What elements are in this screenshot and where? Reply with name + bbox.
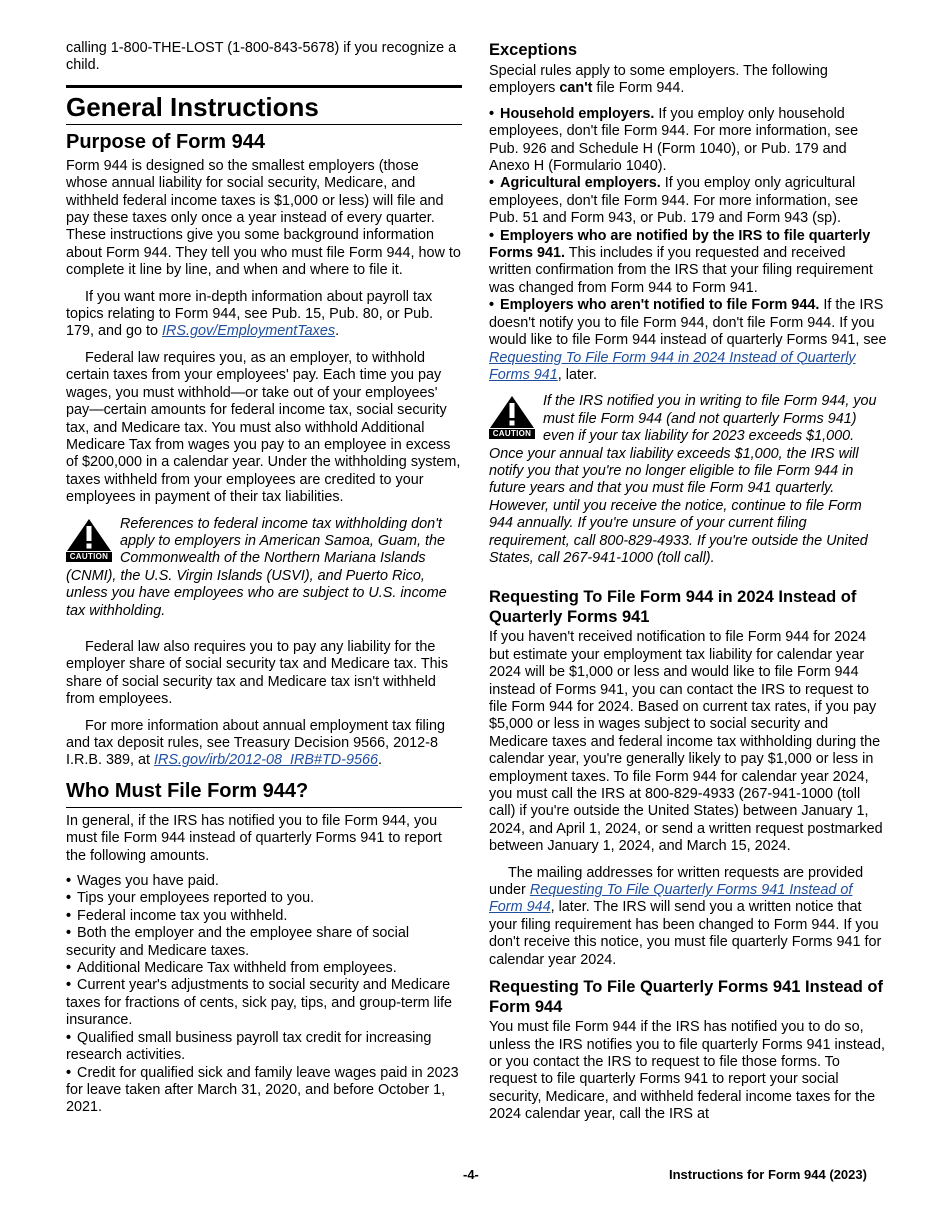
caution-triangle-icon [489, 395, 537, 439]
employment-taxes-link[interactable]: IRS.gov/EmploymentTaxes [162, 323, 336, 340]
requesting-941-link[interactable]: Requesting To File Quarterly Forms 941 Instead of Form 944 [489, 882, 853, 916]
caution-triangle-icon [66, 518, 114, 562]
left-column [66, 40, 462, 1117]
list-item: • Federal income tax you withheld. [66, 908, 462, 925]
caution-note-left [66, 516, 462, 620]
caution-label: CAUTION [66, 552, 112, 562]
requesting-941-paragraph-1: You must file Form 944 if the IRS has notified you to do so, unless the IRS notifies you to file quarterly Forms 941 instead, or you contact the IRS to request to file those forms. To request to file quarterly Forms 941 to report your social security, Medicare, and withheld federal income taxes for the 2024 calendar year, call the IRS at [489, 1019, 885, 1123]
caution-label: CAUTION [489, 429, 535, 439]
list-item: • Household employers. If you employ only household employees, don't file Form 944. For more information, see Pub. 926 and Schedule H (Form 1040), or Pub. 179 and Anexo H (Formulario 1040). [489, 106, 887, 176]
caution-note-right [489, 393, 887, 567]
requesting-944-link[interactable]: Requesting To File Form 944 in 2024 Instead of Quarterly Forms 941 [489, 349, 856, 383]
caution-text-right: If the IRS notified you in writing to file Form 944, you must file Form 944 (and not quarterly Forms 941) even if your tax liability for 2023 exceeds $1,000. Once your annual tax liability exceeds $1,000, the IRS will notify you that you're no longer eligible to file Form 944 in future years and that you must file Form 941 quarterly. However, until you receive the notice, continue to file Form 944 annually. If you're unsure of your current filing requirement, call 800-829-4933. If you're outside the United States, call 267-941-1000 (toll call). [489, 393, 877, 566]
list-item: • Tips your employees reported to you. [66, 890, 462, 907]
list-item: • Employers who aren't notified to file Form 944. If the IRS doesn't notify you to file Form 944, don't file Form 944. If you would like to file Form 944 instead of quarterly Forms 941, see Requesting To File Form 944 in 2024 Instead of Quarterly Forms 941, later. [489, 297, 887, 384]
requesting-941-heading: Requesting To File Quarterly Forms 941 Instead of Form 944 [489, 978, 883, 1017]
exceptions-paragraph: Special rules apply to some employers. The following employers can't file Form 944. [489, 63, 828, 97]
list-item: • Current year's adjustments to social security and Medicare taxes for fractions of cents, sick pay, tips, and group-term life insurance. [66, 977, 462, 1029]
list-item: • Wages you have paid. [66, 873, 462, 890]
page-number: -4- [463, 1167, 479, 1182]
requesting-944-paragraph-2: The mailing addresses for written requests are provided under Requesting To File Quarterly Forms 941 Instead of Form 944, later. The IRS will send you a written notice that your filing requirement has been changed to Form 944. If you don't receive this notice, you must file quarterly Forms 941 for calendar year 2024. [489, 864, 882, 968]
intro-text: calling 1-800-THE-LOST (1-800-843-5678) if you recognize a child. [66, 40, 457, 74]
purpose-heading: Purpose of Form 944 [66, 130, 265, 153]
list-item: • Agricultural employers. If you employ only agricultural employees, don't file Form 944. For more information, see Pub. 51 and Form 943, or Pub. 179 and Form 943 (sp). [489, 175, 887, 227]
who-must-file-heading: Who Must File Form 944? [66, 778, 462, 808]
list-item: • Additional Medicare Tax withheld from employees. [66, 960, 462, 977]
list-item: • Both the employer and the employee share of social security and Medicare taxes. [66, 925, 462, 960]
purpose-paragraph-2: If you want more in-depth information about payroll tax topics relating to Form 944, see Pub. 15, Pub. 80, or Pub. 179, and go to IRS.gov/EmploymentTaxes. [66, 288, 434, 340]
general-instructions-heading: General Instructions [66, 85, 462, 125]
who-paragraph-1: In general, if the IRS has notified you to file Form 944, you must file Form 944 instead of quarterly Forms 941 to report the following amounts. [66, 812, 442, 864]
purpose-paragraph-1: Form 944 is designed so the smallest employers (those whose annual liability for social security, Medicare, and withheld federal income taxes is $1,000 or less) will file and pay these taxes only once a year instead of every quarter. These instructions give you some background information about Form 944. They tell you who must file Form 944, how to complete it line by line, and when and where to file it. [66, 157, 461, 279]
who-bullet-list [66, 873, 462, 1117]
list-item: • Qualified small business payroll tax credit for increasing research activities. [66, 1030, 462, 1065]
purpose-paragraph-3: Federal law requires you, as an employer, to withhold certain taxes from your employees' pay. Each time you pay wages, you must withhold—or take out of your employees' pay—certain amounts for federal income tax, social security tax, and Medicare tax. You must also withhold Additional Medicare Tax from wages you pay to an employee in excess of $200,000 in a calendar year. Under the withholding system, taxes withheld from your employees are credited to your employees in payment of their tax liabilities. [66, 349, 461, 506]
list-item: • Employers who are notified by the IRS to file quarterly Forms 941. This includes if you requested and received written confirmation from the IRS that your filing requirement was changed from Form 944 to Form 941. [489, 228, 887, 298]
footer-title: Instructions for Form 944 (2023) [669, 1167, 867, 1182]
caution-text-left: References to federal income tax withholding don't apply to employers in American Samoa, Guam, the Commonwealth of the Northern Mariana Islands (CNMI), the U.S. Virgin Islands (USVI), and Puerto Rico, unless you have employees who are subject to U.S. income tax withholding. [66, 515, 447, 619]
requesting-944-heading: Requesting To File Form 944 in 2024 Instead of Quarterly Forms 941 [489, 588, 857, 627]
purpose-paragraph-5: For more information about annual employment tax filing and tax deposit rules, see Treasury Decision 9566, 2012-8 I.R.B. 389, at IRS.gov/irb/2012-08_IRB#TD-9566. [66, 717, 445, 769]
right-column [489, 40, 887, 1124]
irb-td-9566-link[interactable]: IRS.gov/irb/2012-08_IRB#TD-9566 [154, 752, 378, 769]
exceptions-bullet-list [489, 106, 887, 385]
list-item: • Credit for qualified sick and family leave wages paid in 2023 for leave taken after March 31, 2020, and before October 1, 2021. [66, 1065, 462, 1117]
purpose-paragraph-4: Federal law also requires you to pay any liability for the employer share of social security tax and Medicare tax. This share of social security tax and Medicare tax isn't withheld from employees. [66, 638, 449, 708]
exceptions-heading: Exceptions [489, 41, 578, 59]
requesting-944-paragraph-1: If you haven't received notification to file Form 944 for 2024 but estimate your employment tax liability for calendar year 2024 will be $1,000 or less and would like to file Form 944 instead of Forms 941, you can contact the IRS to request to file Form 944 for 2024. Based on current tax rates, if you pay $5,000 or less in wages subject to social security and Medicare taxes and federal income tax withholding during the calendar year, you're generally likely to pay $1,000 or less in employment taxes. To file Form 944 for calendar year 2024, you must call the IRS at 800-829-4933 (267-941-1000 (toll call) if you're outside the United States) between January 1, 2024, and April 1, 2024, or send a written request postmarked between January 1, 2024, and March 15, 2024. [489, 629, 883, 855]
